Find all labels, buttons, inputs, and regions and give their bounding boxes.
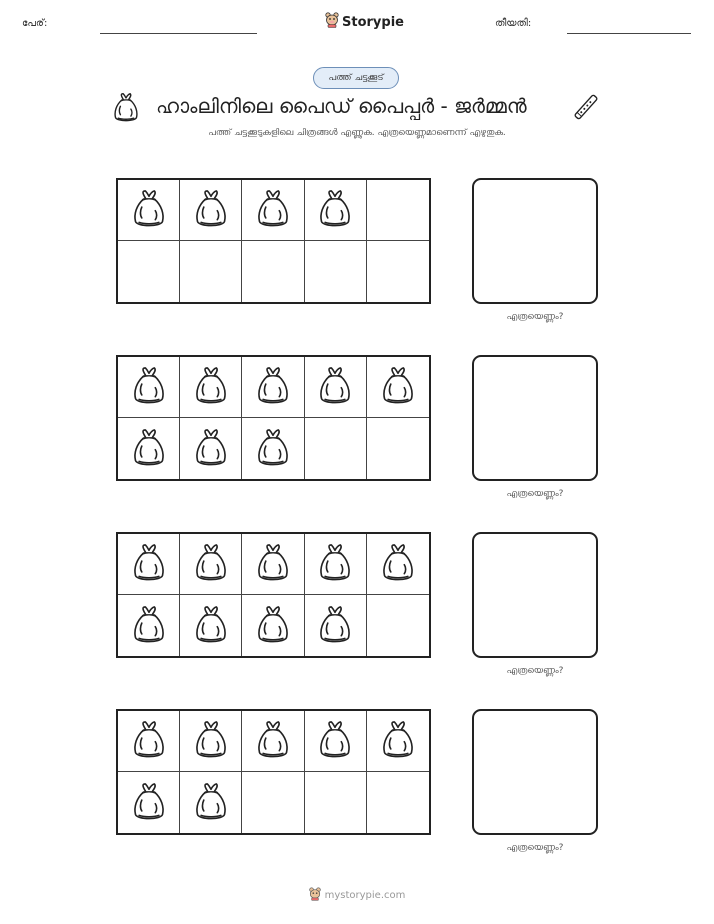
money-bag-icon bbox=[131, 426, 167, 472]
ten-frame-cell bbox=[367, 595, 429, 656]
answer-box[interactable] bbox=[472, 532, 598, 658]
storypie-mascot-icon bbox=[309, 886, 321, 905]
money-bag-icon bbox=[112, 90, 140, 128]
ten-frame-cell bbox=[305, 180, 367, 241]
ten-frame-cell bbox=[118, 418, 180, 479]
ten-frame-cell bbox=[180, 357, 242, 418]
ten-frame-cell bbox=[242, 418, 304, 479]
money-bag-icon bbox=[317, 364, 353, 410]
money-bag-icon bbox=[131, 541, 167, 587]
name-line[interactable] bbox=[100, 33, 257, 34]
money-bag-icon bbox=[131, 718, 167, 764]
ten-frame-cell bbox=[242, 241, 304, 302]
instructions: പത്ത് ചട്ടക്കൂടുകളിലെ ചിത്രങ്ങൾ എണ്ണുക. എത്രയെണ്ണമാണെന്ന് എഴുതുക. bbox=[208, 128, 506, 138]
money-bag-icon bbox=[193, 780, 229, 826]
ten-frame-cell bbox=[118, 534, 180, 595]
ten-frame-cell bbox=[305, 241, 367, 302]
ten-frame-cell bbox=[367, 241, 429, 302]
flute-icon bbox=[572, 91, 600, 127]
worksheet-type-badge: പത്ത് ചട്ടക്കൂട് bbox=[313, 67, 399, 89]
money-bag-icon bbox=[255, 541, 291, 587]
ten-frame bbox=[116, 709, 431, 835]
ten-frame-cell bbox=[242, 180, 304, 241]
ten-frame-cell bbox=[242, 595, 304, 656]
money-bag-icon bbox=[255, 187, 291, 233]
answer-box[interactable] bbox=[472, 178, 598, 304]
ten-frame-cell bbox=[367, 357, 429, 418]
name-label: പേര്: bbox=[22, 18, 48, 29]
money-bag-icon bbox=[255, 364, 291, 410]
money-bag-icon bbox=[255, 426, 291, 472]
answer-label: എത്രയെണ്ണം? bbox=[506, 489, 564, 499]
ten-frame-cell bbox=[367, 534, 429, 595]
ten-frame-cell bbox=[118, 357, 180, 418]
ten-frame-cell bbox=[180, 180, 242, 241]
ten-frame-cell bbox=[305, 534, 367, 595]
money-bag-icon bbox=[193, 718, 229, 764]
ten-frame-cell bbox=[305, 711, 367, 772]
money-bag-icon bbox=[255, 718, 291, 764]
money-bag-icon bbox=[131, 364, 167, 410]
date-label: തീയതി: bbox=[495, 18, 532, 29]
answer-label: എത്രയെണ്ണം? bbox=[506, 312, 564, 322]
ten-frame-cell bbox=[367, 180, 429, 241]
ten-frame-cell bbox=[118, 772, 180, 833]
title-row bbox=[110, 90, 600, 126]
footer bbox=[0, 886, 714, 905]
answer-label: എത്രയെണ്ണം? bbox=[506, 843, 564, 853]
money-bag-icon bbox=[317, 718, 353, 764]
ten-frame-cell bbox=[118, 711, 180, 772]
logo-text: Storypie bbox=[342, 14, 404, 30]
answer-box[interactable] bbox=[472, 355, 598, 481]
ten-frame-cell bbox=[180, 595, 242, 656]
ten-frame-cell bbox=[305, 772, 367, 833]
money-bag-icon bbox=[255, 603, 291, 649]
ten-frame bbox=[116, 178, 431, 304]
ten-frame-cell bbox=[367, 772, 429, 833]
ten-frame-cell bbox=[242, 711, 304, 772]
ten-frame bbox=[116, 532, 431, 658]
money-bag-icon bbox=[193, 364, 229, 410]
money-bag-icon bbox=[317, 603, 353, 649]
ten-frame-cell bbox=[118, 241, 180, 302]
ten-frame-cell bbox=[180, 534, 242, 595]
date-line[interactable] bbox=[567, 33, 691, 34]
ten-frame-cell bbox=[367, 418, 429, 479]
ten-frame-cell bbox=[242, 357, 304, 418]
ten-frame-cell bbox=[118, 595, 180, 656]
money-bag-icon bbox=[193, 541, 229, 587]
ten-frame-cell bbox=[180, 711, 242, 772]
ten-frame-cell bbox=[180, 418, 242, 479]
money-bag-icon bbox=[193, 603, 229, 649]
money-bag-icon bbox=[131, 187, 167, 233]
ten-frame-cell bbox=[180, 241, 242, 302]
money-bag-icon bbox=[317, 541, 353, 587]
ten-frame-cell bbox=[118, 180, 180, 241]
money-bag-icon bbox=[317, 187, 353, 233]
money-bag-icon bbox=[193, 187, 229, 233]
footer-url: mystorypie.com bbox=[324, 890, 406, 901]
ten-frame-cell bbox=[305, 595, 367, 656]
ten-frame-cell bbox=[367, 711, 429, 772]
ten-frame-cell bbox=[305, 418, 367, 479]
storypie-mascot-icon bbox=[325, 12, 339, 32]
ten-frame-cell bbox=[180, 772, 242, 833]
page-title: ഹാംലിനിലെ പൈഡ് പൈപ്പർ - ജർമ്മൻ bbox=[156, 94, 527, 118]
answer-label: എത്രയെണ്ണം? bbox=[506, 666, 564, 676]
ten-frame bbox=[116, 355, 431, 481]
answer-box[interactable] bbox=[472, 709, 598, 835]
money-bag-icon bbox=[380, 718, 416, 764]
ten-frame-cell bbox=[305, 357, 367, 418]
storypie-logo bbox=[325, 12, 404, 32]
money-bag-icon bbox=[380, 364, 416, 410]
money-bag-icon bbox=[380, 541, 416, 587]
money-bag-icon bbox=[131, 780, 167, 826]
money-bag-icon bbox=[193, 426, 229, 472]
ten-frame-cell bbox=[242, 772, 304, 833]
ten-frame-cell bbox=[242, 534, 304, 595]
money-bag-icon bbox=[131, 603, 167, 649]
